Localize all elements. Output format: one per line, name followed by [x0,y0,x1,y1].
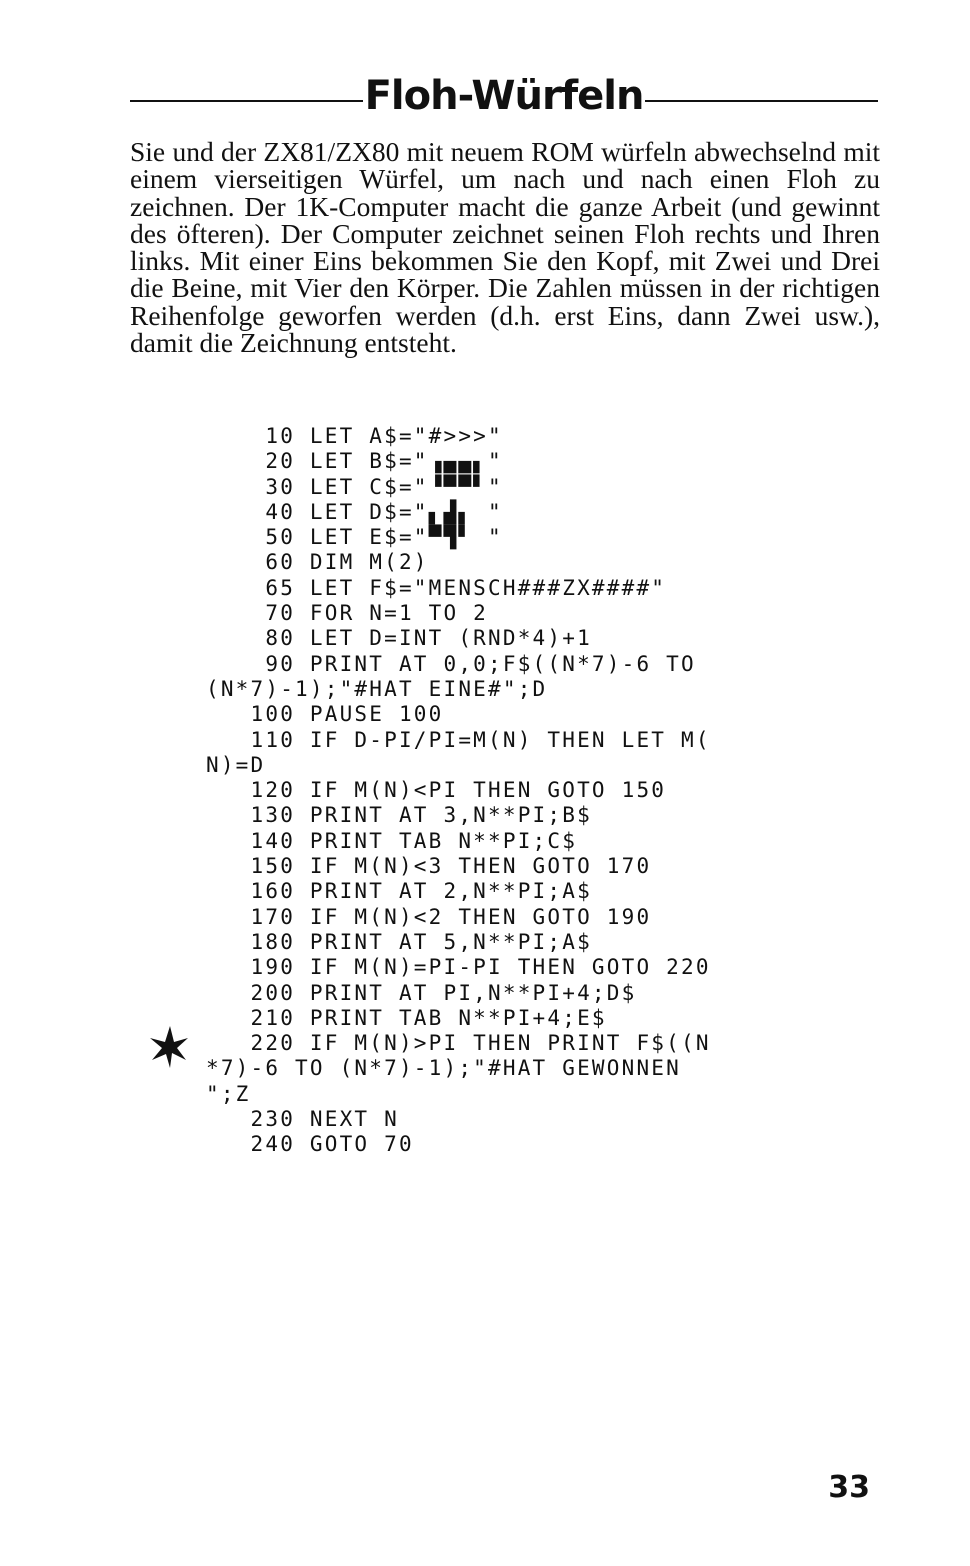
code-line: 160 PRINT AT 2,N**PI;A$ [206,879,592,904]
code-line: N)=D [206,752,266,777]
title-row [130,66,878,119]
page-number: 33 [828,1470,870,1505]
code-line: 80 LET D=INT (RND*4)+1 [206,626,592,651]
code-line: 170 IF M(N)<2 THEN GOTO 190 [206,904,652,929]
code-line: (N*7)-1);"#HAT EINE#";D [206,676,548,701]
code-line: 70 FOR N=1 TO 2 [206,601,489,626]
code-line: 230 NEXT N [206,1107,399,1132]
code-line: 100 PAUSE 100 [206,702,444,727]
title-rule-right [645,100,878,102]
code-line: 40 LET D$="▖▟▖ " [206,499,503,524]
code-line: 220 IF M(N)>PI THEN PRINT F$((N [206,1031,711,1056]
star-marker-icon [148,1024,190,1070]
code-line: 140 PRINT TAB N**PI;C$ [206,828,578,853]
code-line: 30 LET C$="▝▀▀▘" [206,474,503,499]
code-line: 150 IF M(N)<3 THEN GOTO 170 [206,854,652,879]
code-line: 10 LET A$="#>>>" [206,424,503,448]
code-line: 110 IF D-PI/PI=M(N) THEN LET M( [206,727,711,752]
code-line: 90 PRINT AT 0,0;F$((N*7)-6 TO [206,651,696,676]
code-line: 65 LET F$="MENSCH###ZX####" [206,575,667,600]
code-line: 180 PRINT AT 5,N**PI;A$ [206,929,592,954]
code-line: 60 DIM M(2) [206,550,429,575]
code-line: 200 PRINT AT PI,N**PI+4;D$ [206,980,637,1005]
page-title: Floh-Würfeln [364,73,644,119]
code-line: 240 GOTO 70 [206,1132,414,1157]
code-line: ";Z [206,1081,251,1106]
title-rule-left [130,100,363,102]
code-line: *7)-6 TO (N*7)-1);"#HAT GEWONNEN [206,1056,681,1081]
basic-program-listing [206,424,766,1158]
intro-paragraph: Sie und der ZX81/ZX80 mit neuem ROM würfeln abwechselnd mit einem vierseitigen Würfel, um nach und nach einen Floh zu zeichnen. Der 1K-Computer macht die ganze Arbeit (und gewinnt des öfteren). Der Computer zeichnet seinen Floh rechts und Ihren links. Mit einer Eins bekommen Sie den Kopf, mit Zwei und Drei die Beine, mit Vier den Körper. Die Zahlen müssen in der richtigen Reihenfolge geworfen werden (d.h. erst Eins, dann Zwei usw.), damit die Zeichnung entsteht. [130,136,880,359]
code-line: 190 IF M(N)=PI-PI THEN GOTO 220 [206,955,711,980]
code-line: 20 LET B$="▗▄▄▖" [206,449,503,474]
code-line: 120 IF M(N)<PI THEN GOTO 150 [206,778,667,803]
code-line: 130 PRINT AT 3,N**PI;B$ [206,803,592,828]
code-line: 50 LET E$="▀▜▘ " [206,525,503,550]
code-line: 210 PRINT TAB N**PI+4;E$ [206,1005,607,1030]
